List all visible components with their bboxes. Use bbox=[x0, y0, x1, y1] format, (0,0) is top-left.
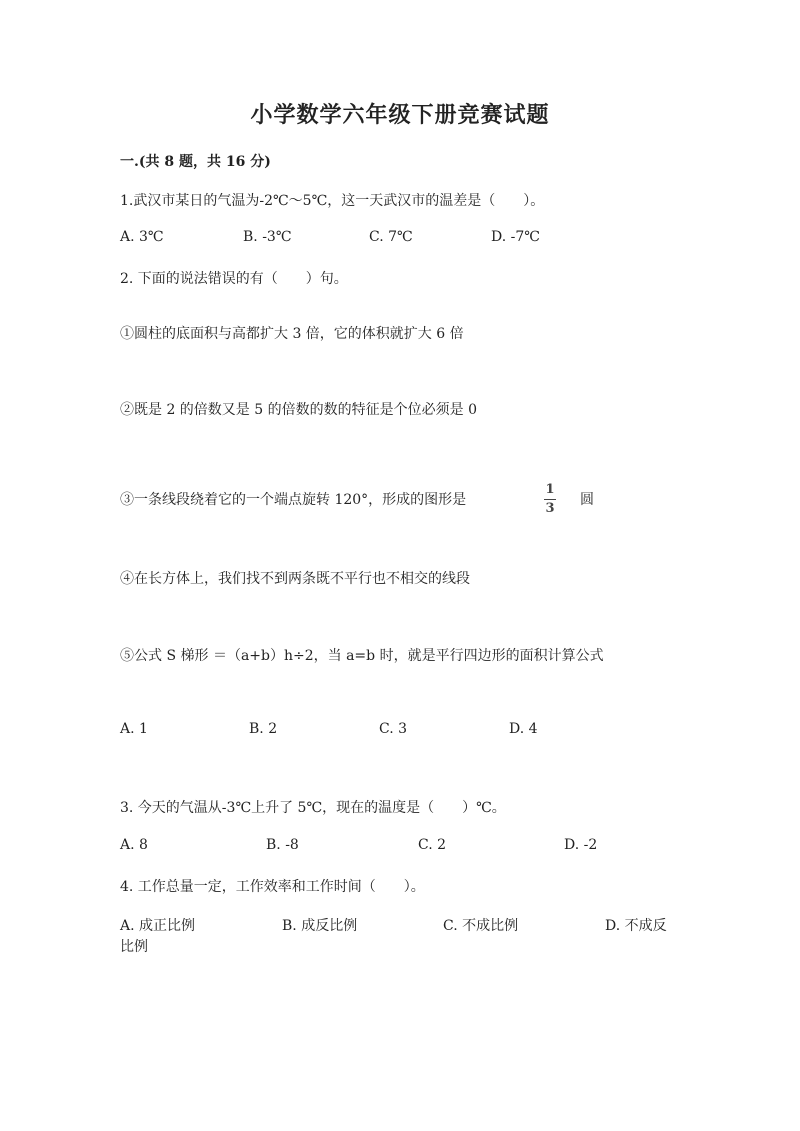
q2-option-b: B. 2 bbox=[249, 721, 278, 737]
question-1-stem: 1.武汉市某日的气温为-2℃～5℃，这一天武汉市的温差是（ ）。 bbox=[120, 193, 545, 209]
question-4-stem: 4. 工作总量一定，工作效率和工作时间（ ）。 bbox=[120, 879, 425, 895]
q1-option-b: B. -3℃ bbox=[243, 229, 292, 245]
fraction-one-third bbox=[540, 483, 560, 516]
q2-option-d: D. 4 bbox=[509, 721, 538, 737]
q3-option-d: D. -2 bbox=[564, 837, 598, 853]
q2-option-c: C. 3 bbox=[379, 721, 408, 737]
section-heading: 一.(共 8 题，共 16 分) bbox=[120, 154, 271, 170]
q4-option-c: C. 不成比例 bbox=[443, 918, 519, 934]
fraction-numerator: 1 bbox=[545, 482, 555, 497]
q4-option-a: A. 成正比例 bbox=[120, 918, 196, 934]
q1-option-c: C. 7℃ bbox=[369, 229, 413, 245]
q3-option-b: B. -8 bbox=[266, 837, 299, 853]
q4-option-d: D. 不成反 bbox=[605, 918, 667, 934]
q2-statement-3: ③一条线段绕着它的一个端点旋转 120°，形成的图形是 bbox=[120, 492, 467, 508]
q4-option-b: B. 成反比例 bbox=[282, 918, 358, 934]
q1-option-d: D. -7℃ bbox=[491, 229, 540, 245]
question-3-stem: 3. 今天的气温从-3℃上升了 5℃，现在的温度是（ ）℃。 bbox=[120, 800, 506, 816]
q2-statement-4: ④在长方体上，我们找不到两条既不平行也不相交的线段 bbox=[120, 571, 470, 587]
page-title: 小学数学六年级下册竞赛试题 bbox=[250, 102, 550, 128]
q2-statement-1: ①圆柱的底面积与高都扩大 3 倍，它的体积就扩大 6 倍 bbox=[120, 326, 464, 342]
q2-statement-5: ⑤公式 S 梯形 ＝（a+b）h÷2，当 a=b 时，就是平行四边形的面积计算公式 bbox=[120, 648, 604, 664]
fraction-denominator: 3 bbox=[545, 501, 555, 516]
q3-option-c: C. 2 bbox=[418, 837, 447, 853]
q3-option-a: A. 8 bbox=[120, 837, 148, 853]
q2-statement-3-suffix: 圆 bbox=[580, 492, 594, 508]
fraction-bar bbox=[544, 499, 556, 500]
q2-option-a: A. 1 bbox=[120, 721, 148, 737]
question-2-stem: 2. 下面的说法错误的有（ ）句。 bbox=[120, 271, 348, 287]
q4-option-d-wrap: 比例 bbox=[120, 939, 148, 955]
q2-statement-2: ②既是 2 的倍数又是 5 的倍数的数的特征是个位必须是 0 bbox=[120, 402, 477, 418]
q1-option-a: A. 3℃ bbox=[120, 229, 164, 245]
